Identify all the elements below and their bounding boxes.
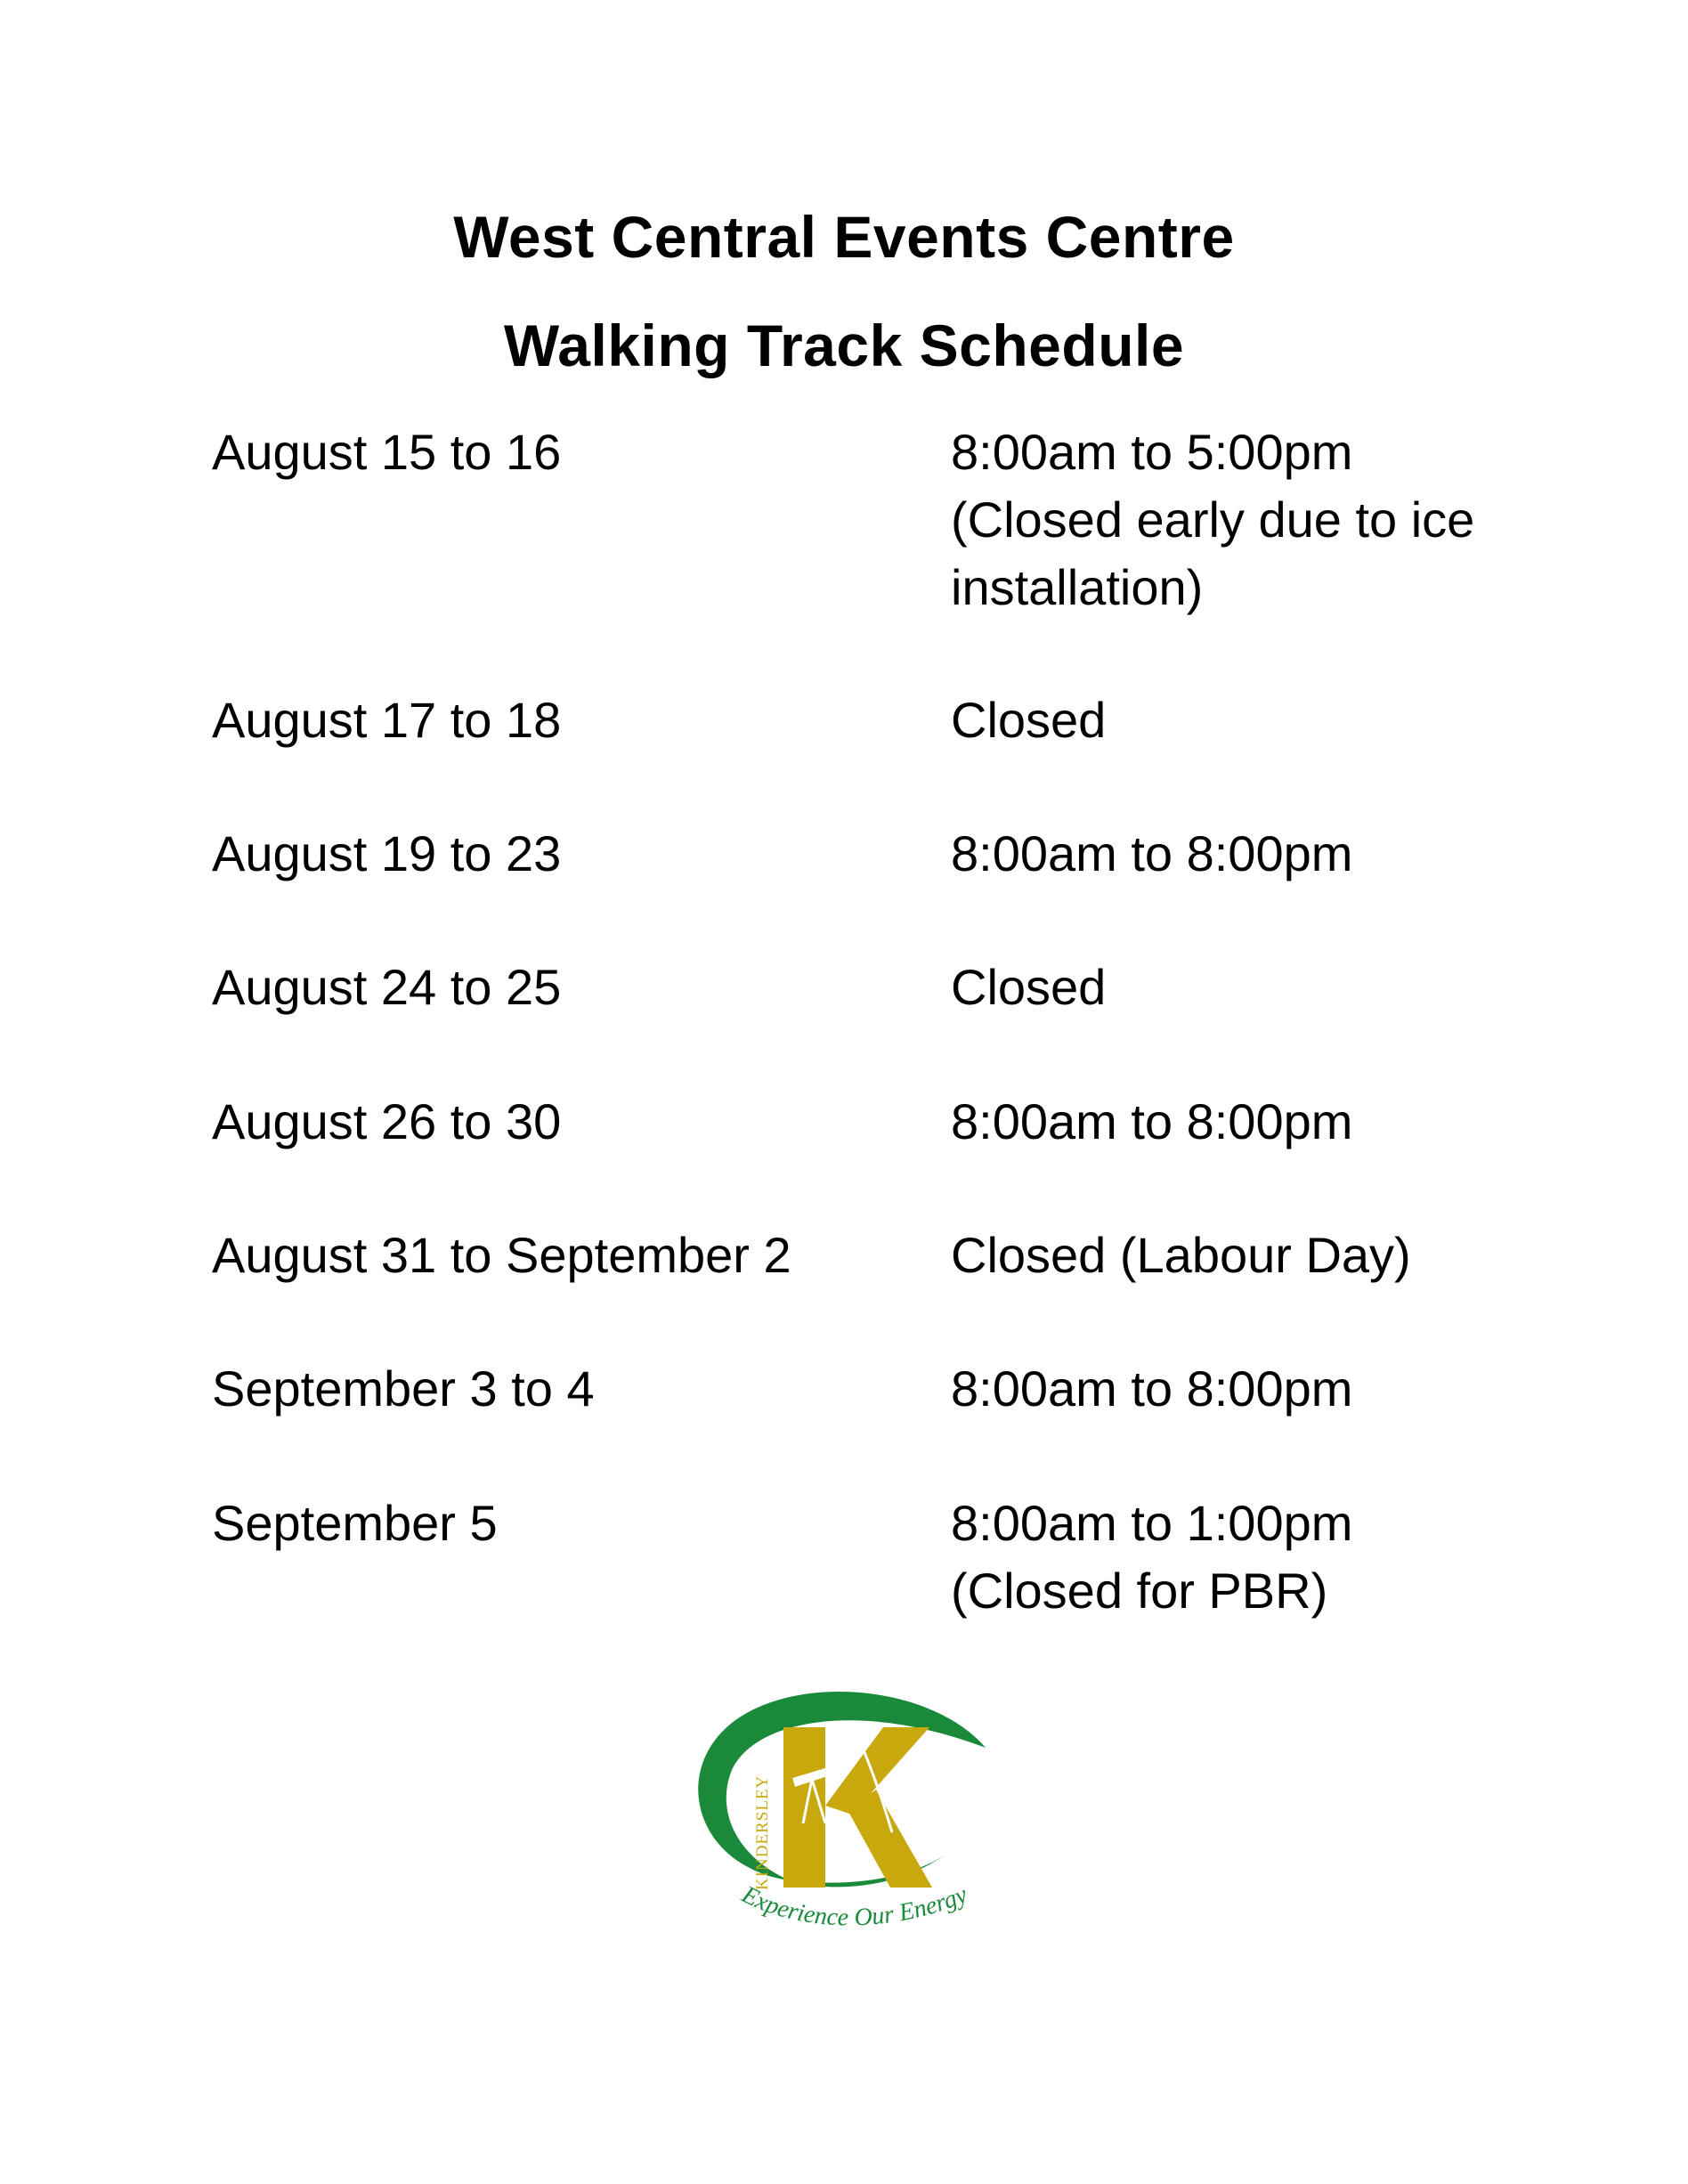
schedule-hours: 8:00am to 5:00pm (Closed early due to ice installation) [951,424,1475,615]
page-subtitle: Walking Track Schedule [503,313,1185,378]
schedule-date: September 5 [212,1495,498,1551]
schedule-hours: Closed (Labour Day) [951,1227,1411,1283]
schedule-date: August 24 to 25 [212,959,562,1015]
schedule-hours: 8:00am to 8:00pm [951,1360,1353,1417]
page-title: West Central Events Centre [453,204,1235,270]
logo-k-lower-arm [848,1790,932,1888]
schedule-hours: Closed [951,692,1107,748]
schedule-hours: 8:00am to 8:00pm [951,825,1353,881]
logo-town-name: KINDERSLEY [753,1774,772,1890]
schedule-date: August 31 to September 2 [212,1227,791,1283]
schedule-hours: Closed [951,959,1107,1015]
schedule-date: September 3 to 4 [212,1360,595,1417]
schedule-date: August 26 to 30 [212,1093,562,1149]
kindersley-logo [678,1681,1017,1948]
schedule-hours: 8:00am to 1:00pm (Closed for PBR) [951,1495,1353,1619]
schedule-hours: 8:00am to 8:00pm [951,1093,1353,1149]
schedule-date: August 19 to 23 [212,825,562,881]
schedule-date: August 15 to 16 [212,424,562,480]
logo-tagline-path: Experience Our Energy [737,1880,971,1932]
schedule-date: August 17 to 18 [212,692,562,748]
logo-k-stem [783,1727,825,1888]
logo-tagline [736,1880,971,1931]
